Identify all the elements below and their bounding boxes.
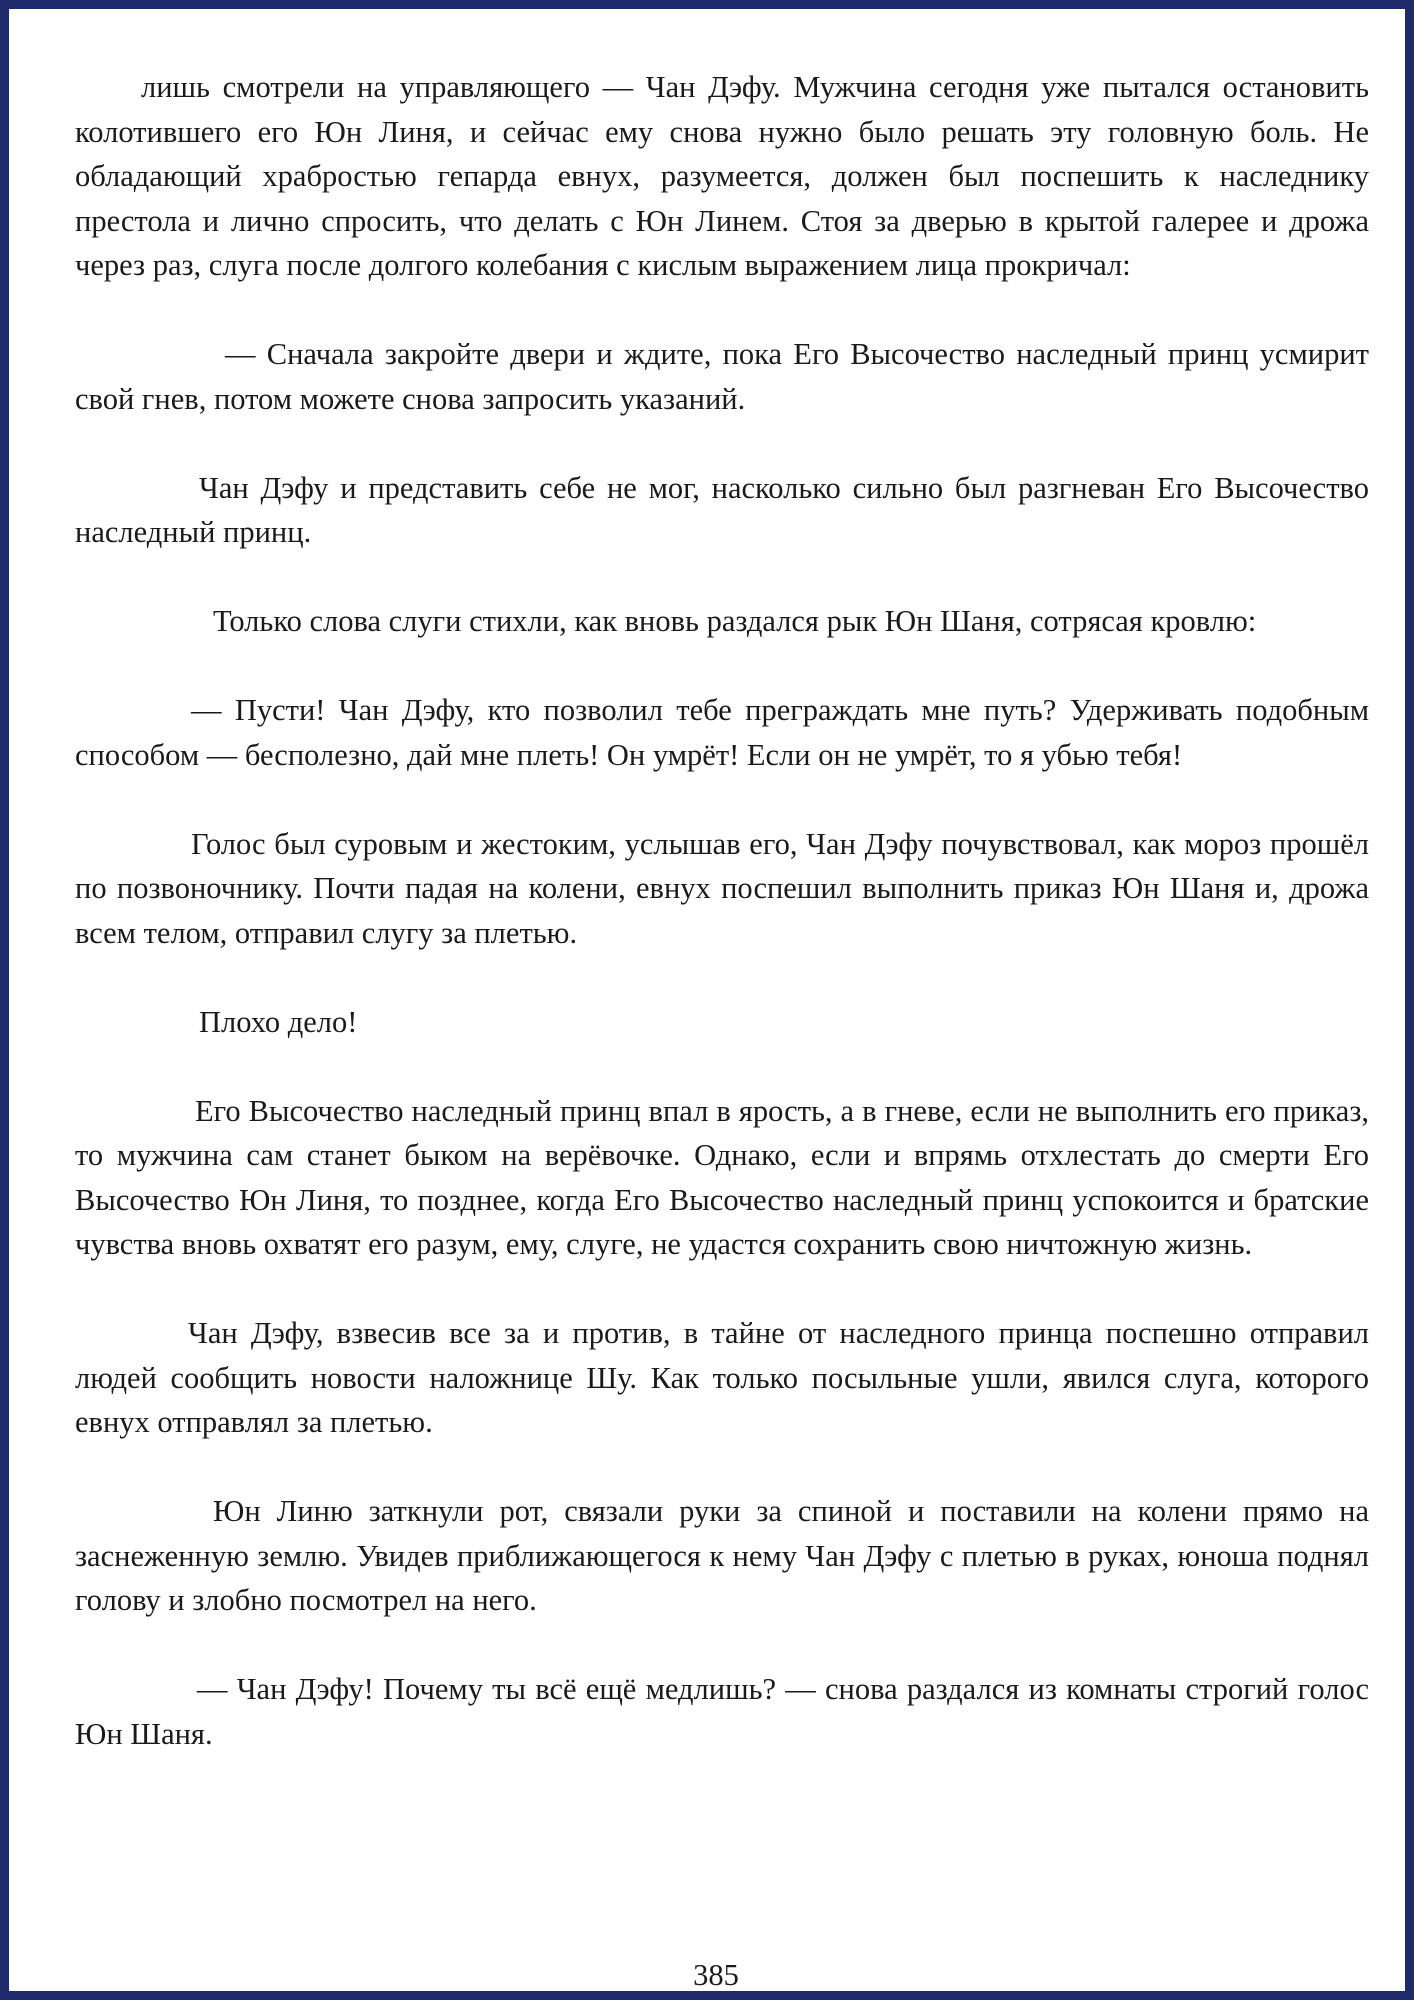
paragraph-2: — Сначала закройте двери и ждите, пока Его Высочество наследный принц усмирит свой гнев, потом можете снова запросить указаний. bbox=[75, 337, 1369, 416]
paragraph-4: Только слова слуги стихли, как вновь раздался рык Юн Шаня, сотрясая кровлю: bbox=[213, 604, 1257, 638]
paragraph-9: Чан Дэфу, взвесив все за и против, в тайне от наследного принца поспешно отправил людей сообщить новости наложнице Шу. Как только посыльные ушли, явился слуга, которого евнух отправлял за плетью. bbox=[75, 1316, 1369, 1439]
paragraph-3: Чан Дэфу и представить себе не мог, насколько сильно был разгневан Его Высочество наследный принц. bbox=[75, 470, 1369, 549]
paragraph-7: Плохо дело! bbox=[199, 1004, 358, 1039]
paragraph-10: Юн Линю заткнули рот, связали руки за спиной и поставили на колени прямо на заснеженную землю. Увидев приближающегося к нему Чан Дэфу с плетью в руках, юноша поднял голову и злобно посмотрел на него. bbox=[75, 1494, 1369, 1617]
paragraph-6: Голос был суровым и жестоким, услышав его, Чан Дэфу почувствовал, как мороз прошёл по позвоночнику. Почти падая на колени, евнух поспешил выполнить приказ Юн Шаня и, дрожа всем телом, отправил слугу за плетью. bbox=[75, 826, 1369, 950]
page-body bbox=[75, 65, 1369, 1756]
paragraph-8: Его Высочество наследный принц впал в ярость, а в гневе, если не выполнить его приказ, то мужчина сам станет быком на верёвочке. Однако, если и впрямь отхлестать до смерти Его Высочество Юн Линя, то позднее, когда Его Высочество наследный принц успокоится и братские чувства вновь охватят его разум, ему, слуге, не удастся сохранить свою ничтожную жизнь. bbox=[75, 1093, 1369, 1261]
paragraph-5: — Пусти! Чан Дэфу, кто позволил тебе преграждать мне путь? Удерживать подобным способом — бесполезно, дай мне плеть! Он умрёт! Если он не умрёт, то я убью тебя! bbox=[75, 693, 1369, 772]
paragraph-1: лишь смотрели на управляющего — Чан Дэфу. Мужчина сегодня уже пытался остановить колотившего его Юн Линя, и сейчас ему снова нужно было решать эту головную боль. Не обладающий храбростью гепарда евнух, разумеется, должен был поспешить к наследнику престола и лично спросить, что делать с Юн Линем. Стоя за дверью в крытой галерее и дрожа через раз, слуга после долгого колебания с кислым выражением лица прокричал: bbox=[75, 70, 1369, 282]
paragraph-11: — Чан Дэфу! Почему ты всё ещё медлишь? — снова раздался из комнаты строгий голос Юн Шаня. bbox=[75, 1672, 1369, 1751]
page-number: 385 bbox=[693, 1958, 739, 1992]
